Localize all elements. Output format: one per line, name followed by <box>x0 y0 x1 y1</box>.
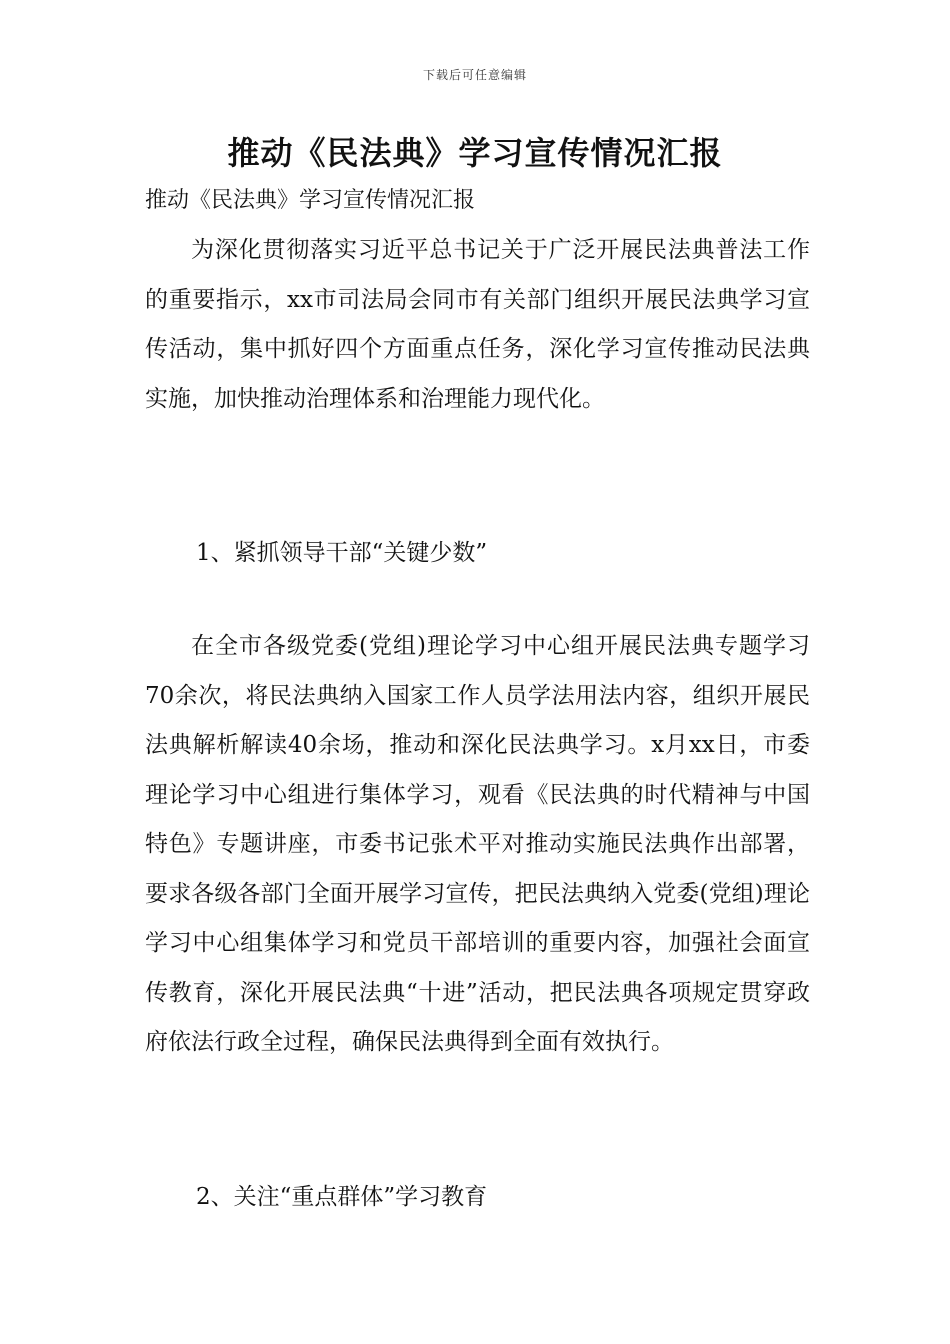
section-1-heading: 1、紧抓领导干部“关键少数” <box>196 540 488 566</box>
section-2-heading: 2、关注“重点群体”学习教育 <box>196 1184 488 1210</box>
section-1-paragraph: 在全市各级党委(党组)理论学习中心组开展民法典专题学习70余次，将民法典纳入国家工作人员学法用法内容，组织开展民法典解析解读40余场，推动和深化民法典学习。x月xx日，市委理论学习中心组进行集体学习，观看《民法典的时代精神与中国特色》专题讲座，市委书记张术平对推动实施民法典作出部署，要求各级各部门全面开展学习宣传，把民法典纳入党委(党组)理论学习中心组集体学习和党员干部培训的重要内容，加强社会面宣传教育，深化开展民法典“十进”活动，把民法典各项规定贯穿政府依法行政全过程，确保民法典得到全面有效执行。 <box>145 633 810 1055</box>
document-title: 推动《民法典》学习宣传情况汇报 <box>227 134 723 172</box>
intro-paragraph: 为深化贯彻落实习近平总书记关于广泛开展民法典普法工作的重要指示，xx市司法局会同市有关部门组织开展民法典学习宣传活动，集中抓好四个方面重点任务，深化学习宣传推动民法典实施，加快推动治理体系和治理能力现代化。 <box>145 237 810 412</box>
header-note: 下载后可任意编辑 <box>422 68 527 82</box>
document-subtitle: 推动《民法典》学习宣传情况汇报 <box>145 188 476 213</box>
